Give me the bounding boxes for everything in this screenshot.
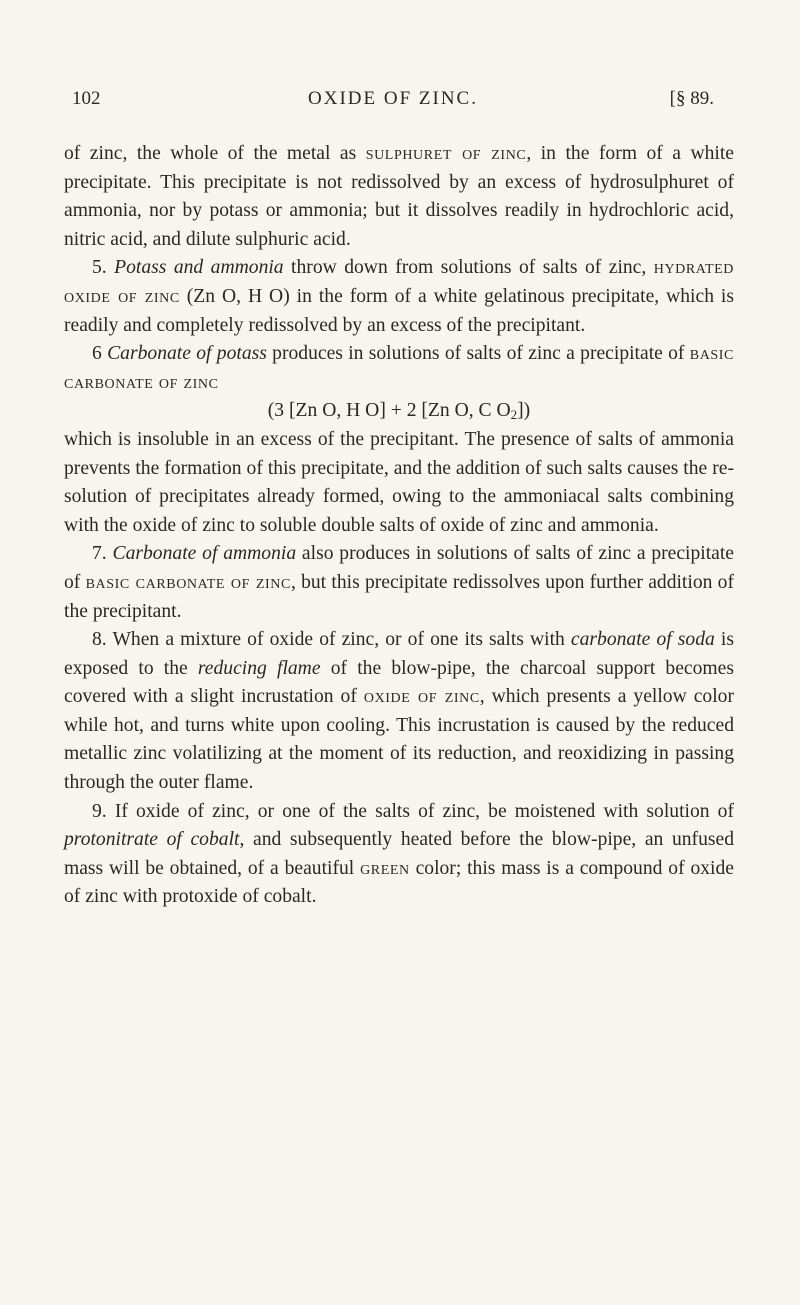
term: basic carbonate of zinc xyxy=(85,571,291,593)
page-body xyxy=(64,140,734,912)
formula-subscript: 2 xyxy=(510,407,518,423)
paragraph-number: 7. xyxy=(92,543,113,565)
paragraph-7 xyxy=(64,540,734,626)
paragraph-number: 6 xyxy=(92,343,108,365)
formula-text: ]) xyxy=(517,400,531,422)
text: If oxide of zinc, or one of the salts of zinc, be moistened with solution of xyxy=(114,800,734,822)
term: green xyxy=(360,857,410,879)
paragraph-8 xyxy=(64,626,734,798)
running-header xyxy=(72,88,714,116)
text: color; this mass is a compound of oxide of zinc with protoxide of cobalt. xyxy=(64,857,734,908)
emphasis: reducing flame xyxy=(197,657,321,679)
running-title: OXIDE OF ZINC. xyxy=(308,88,478,109)
text: , but this precipitate redissolves upon further addition of the precipitant. xyxy=(64,571,734,622)
paragraph-6 xyxy=(64,340,734,397)
text: of the blow-pipe, the charcoal support becomes covered with a slight incrustation of xyxy=(64,657,734,708)
text: which is insoluble in an excess of the precipitant. The presence of salts of ammonia prevents the formation of this precipitate, and the addition of such salts causes the re-solution of precipitates already formed, owing to the ammoniacal salts combining with the oxide of zinc to soluble double salts of oxide of zinc and ammonia. xyxy=(64,428,734,536)
paragraph-number: 9. xyxy=(92,800,115,822)
reagent: protonitrate of cobalt xyxy=(64,829,240,851)
reagent: Carbonate of potass xyxy=(107,343,267,365)
text: , in the form of a white precipitate. This precipitate is not redissolved by an excess of hydrosulphuret of ammonia, nor by potass or ammonia; but it dissolves readily in hydrochloric acid, nitric acid, and dilute sulphuric acid. xyxy=(64,143,734,250)
paragraph-6-continued xyxy=(64,426,734,540)
paragraph-5 xyxy=(64,254,734,340)
text: produces in solutions of salts of zinc a precipitate of xyxy=(266,343,690,365)
text: , which presents a yellow color while hot, and turns white upon cooling. This incrustation is caused by the reduced metallic zinc volatilizing at the moment of its reduction, and reoxidizing in passing through the outer flame. xyxy=(64,686,734,794)
paragraph-number: 8. xyxy=(92,629,113,651)
text: is exposed to the xyxy=(64,629,734,679)
paragraph-continuation xyxy=(64,140,734,254)
term: basic carbonate of zinc xyxy=(64,343,734,393)
formula-text: (3 [Zn O, H O] + 2 [Zn O, C O xyxy=(267,400,511,422)
text: (Zn O, H O) in the form of a white gelatinous precipitate, which is readily and completely redissolved by an excess of the precipitant. xyxy=(64,285,734,336)
text: throw down from solutions of salts of zinc, xyxy=(283,257,654,279)
term: hydrated oxide of zinc xyxy=(64,257,734,307)
text: When a mixture of oxide of zinc, or of one its salts with xyxy=(112,629,571,651)
paragraph-9 xyxy=(64,798,734,912)
page-number: 102 xyxy=(72,88,101,109)
reagent: Potass and ammonia xyxy=(114,257,284,279)
reagent: Carbonate of ammonia xyxy=(112,543,297,565)
term: sulphuret of zinc xyxy=(365,143,527,164)
text: of zinc, the whole of the metal as xyxy=(64,143,366,164)
paragraph-number: 5. xyxy=(92,257,115,279)
text: , and subsequently heated before the blow-pipe, an unfused mass will be obtained, of a beautiful xyxy=(64,829,734,879)
section-marker: [§ 89. xyxy=(669,88,714,109)
chemical-formula xyxy=(64,397,734,426)
reagent: carbonate of soda xyxy=(570,629,715,651)
text: also produces in solutions of salts of zinc a precipitate of xyxy=(64,543,734,593)
term: oxide of zinc xyxy=(363,686,480,708)
